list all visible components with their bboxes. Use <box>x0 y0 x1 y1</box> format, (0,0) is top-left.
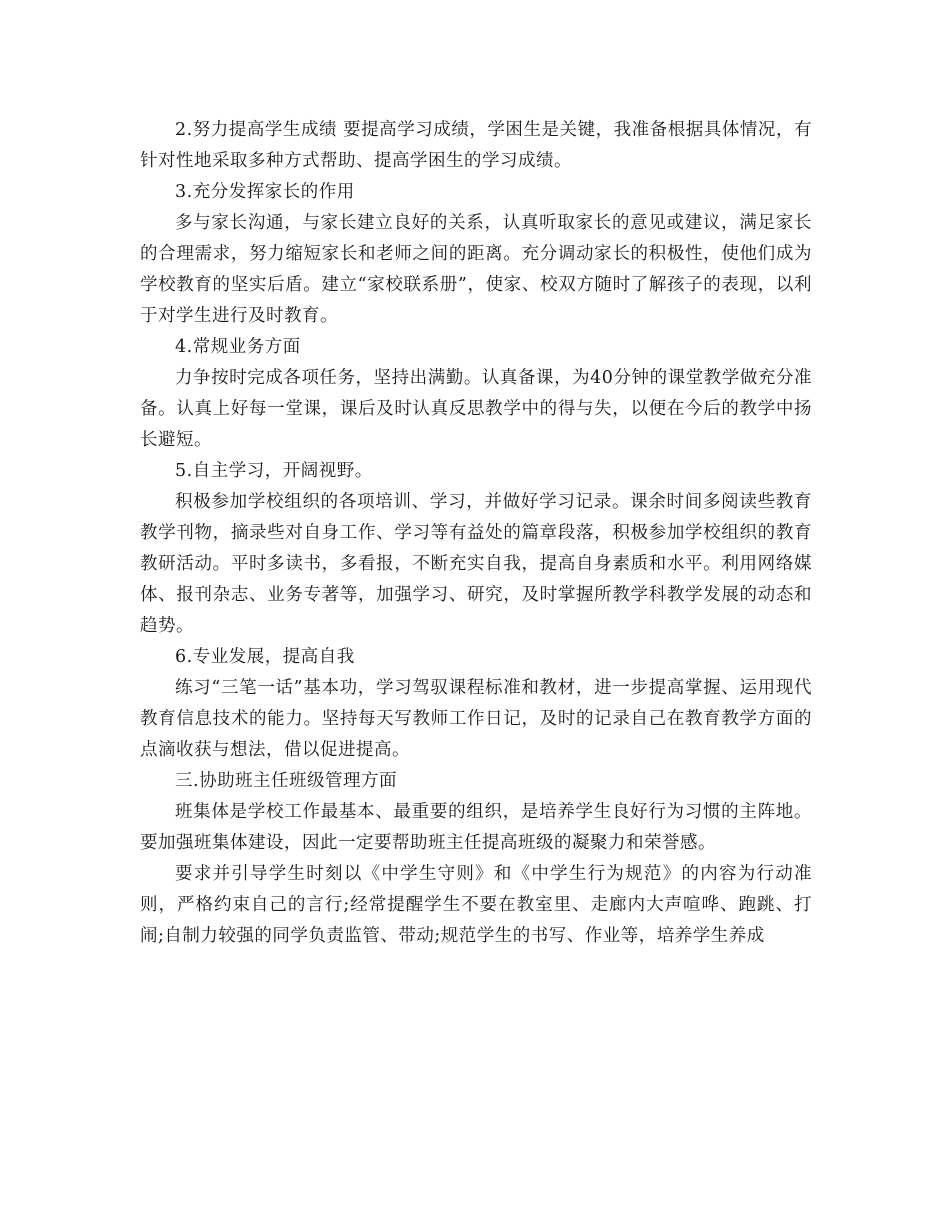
paragraph-improve-grades: 2.努力提高学生成绩 要提高学习成绩，学困生是关键，我准备根据具体情况，有针对性地采取多种方式帮助、提高学困生的学习成绩。 <box>140 120 812 171</box>
paragraph-self-study: 积极参加学校组织的各项培训、学习，并做好学习记录。课余时间多阅读些教育教学刊物，摘录些对自身工作、学习等有益处的篇章段落，积极参加学校组织的教育教研活动。平时多读书，多看报，不断充实自我，提高自身素质和水平。利用网络媒体、报刊杂志、业务专著等，加强学习、研究，及时掌握所教学科教学发展的动态和趋势。 <box>140 492 812 636</box>
paragraph-parents-communication: 多与家长沟通，与家长建立良好的关系，认真听取家长的意见或建议，满足家长的合理需求，努力缩短家长和老师之间的距离。充分调动家长的积极性，使他们成为学校教育的坚实后盾。建立“家校联系册”，使家、校双方随时了解孩子的表现，以利于对学生进行及时教育。 <box>140 213 812 326</box>
heading-professional-development: 6.专业发展，提高自我 <box>175 647 355 667</box>
paragraph-class-collective: 班集体是学校工作最基本、最重要的组织，是培养学生良好行为习惯的主阵地。要加强班集体建设，因此一定要帮助班主任提高班级的凝聚力和荣誉感。 <box>140 802 812 853</box>
document-body <box>140 115 812 952</box>
heading-self-study: 5.自主学习，开阔视野。 <box>175 461 373 481</box>
heading-class-management: 三.协助班主任班级管理方面 <box>175 771 398 791</box>
paragraph-professional-development: 练习“三笔一话”基本功，学习驾驭课程标准和教材，进一步提高掌握、运用现代教育信息技术的能力。坚持每天写教师工作日记，及时的记录自己在教育教学方面的点滴收获与想法，借以促进提高。 <box>140 678 812 760</box>
paragraph-routine-work: 力争按时完成各项任务，坚持出满勤。认真备课，为40分钟的课堂教学做充分准备。认真上好每一堂课，课后及时认真反思教学中的得与失，以便在今后的教学中扬长避短。 <box>140 368 812 450</box>
heading-parents-role: 3.充分发挥家长的作用 <box>175 182 355 202</box>
paragraph-student-conduct: 要求并引导学生时刻以《中学生守则》和《中学生行为规范》的内容为行动准则，严格约束自己的言行;经常提醒学生不要在教室里、走廊内大声喧哗、跑跳、打闹;自制力较强的同学负责监管、带动;规范学生的书写、作业等，培养学生养成 <box>140 864 812 946</box>
heading-routine-work: 4.常规业务方面 <box>175 337 301 357</box>
